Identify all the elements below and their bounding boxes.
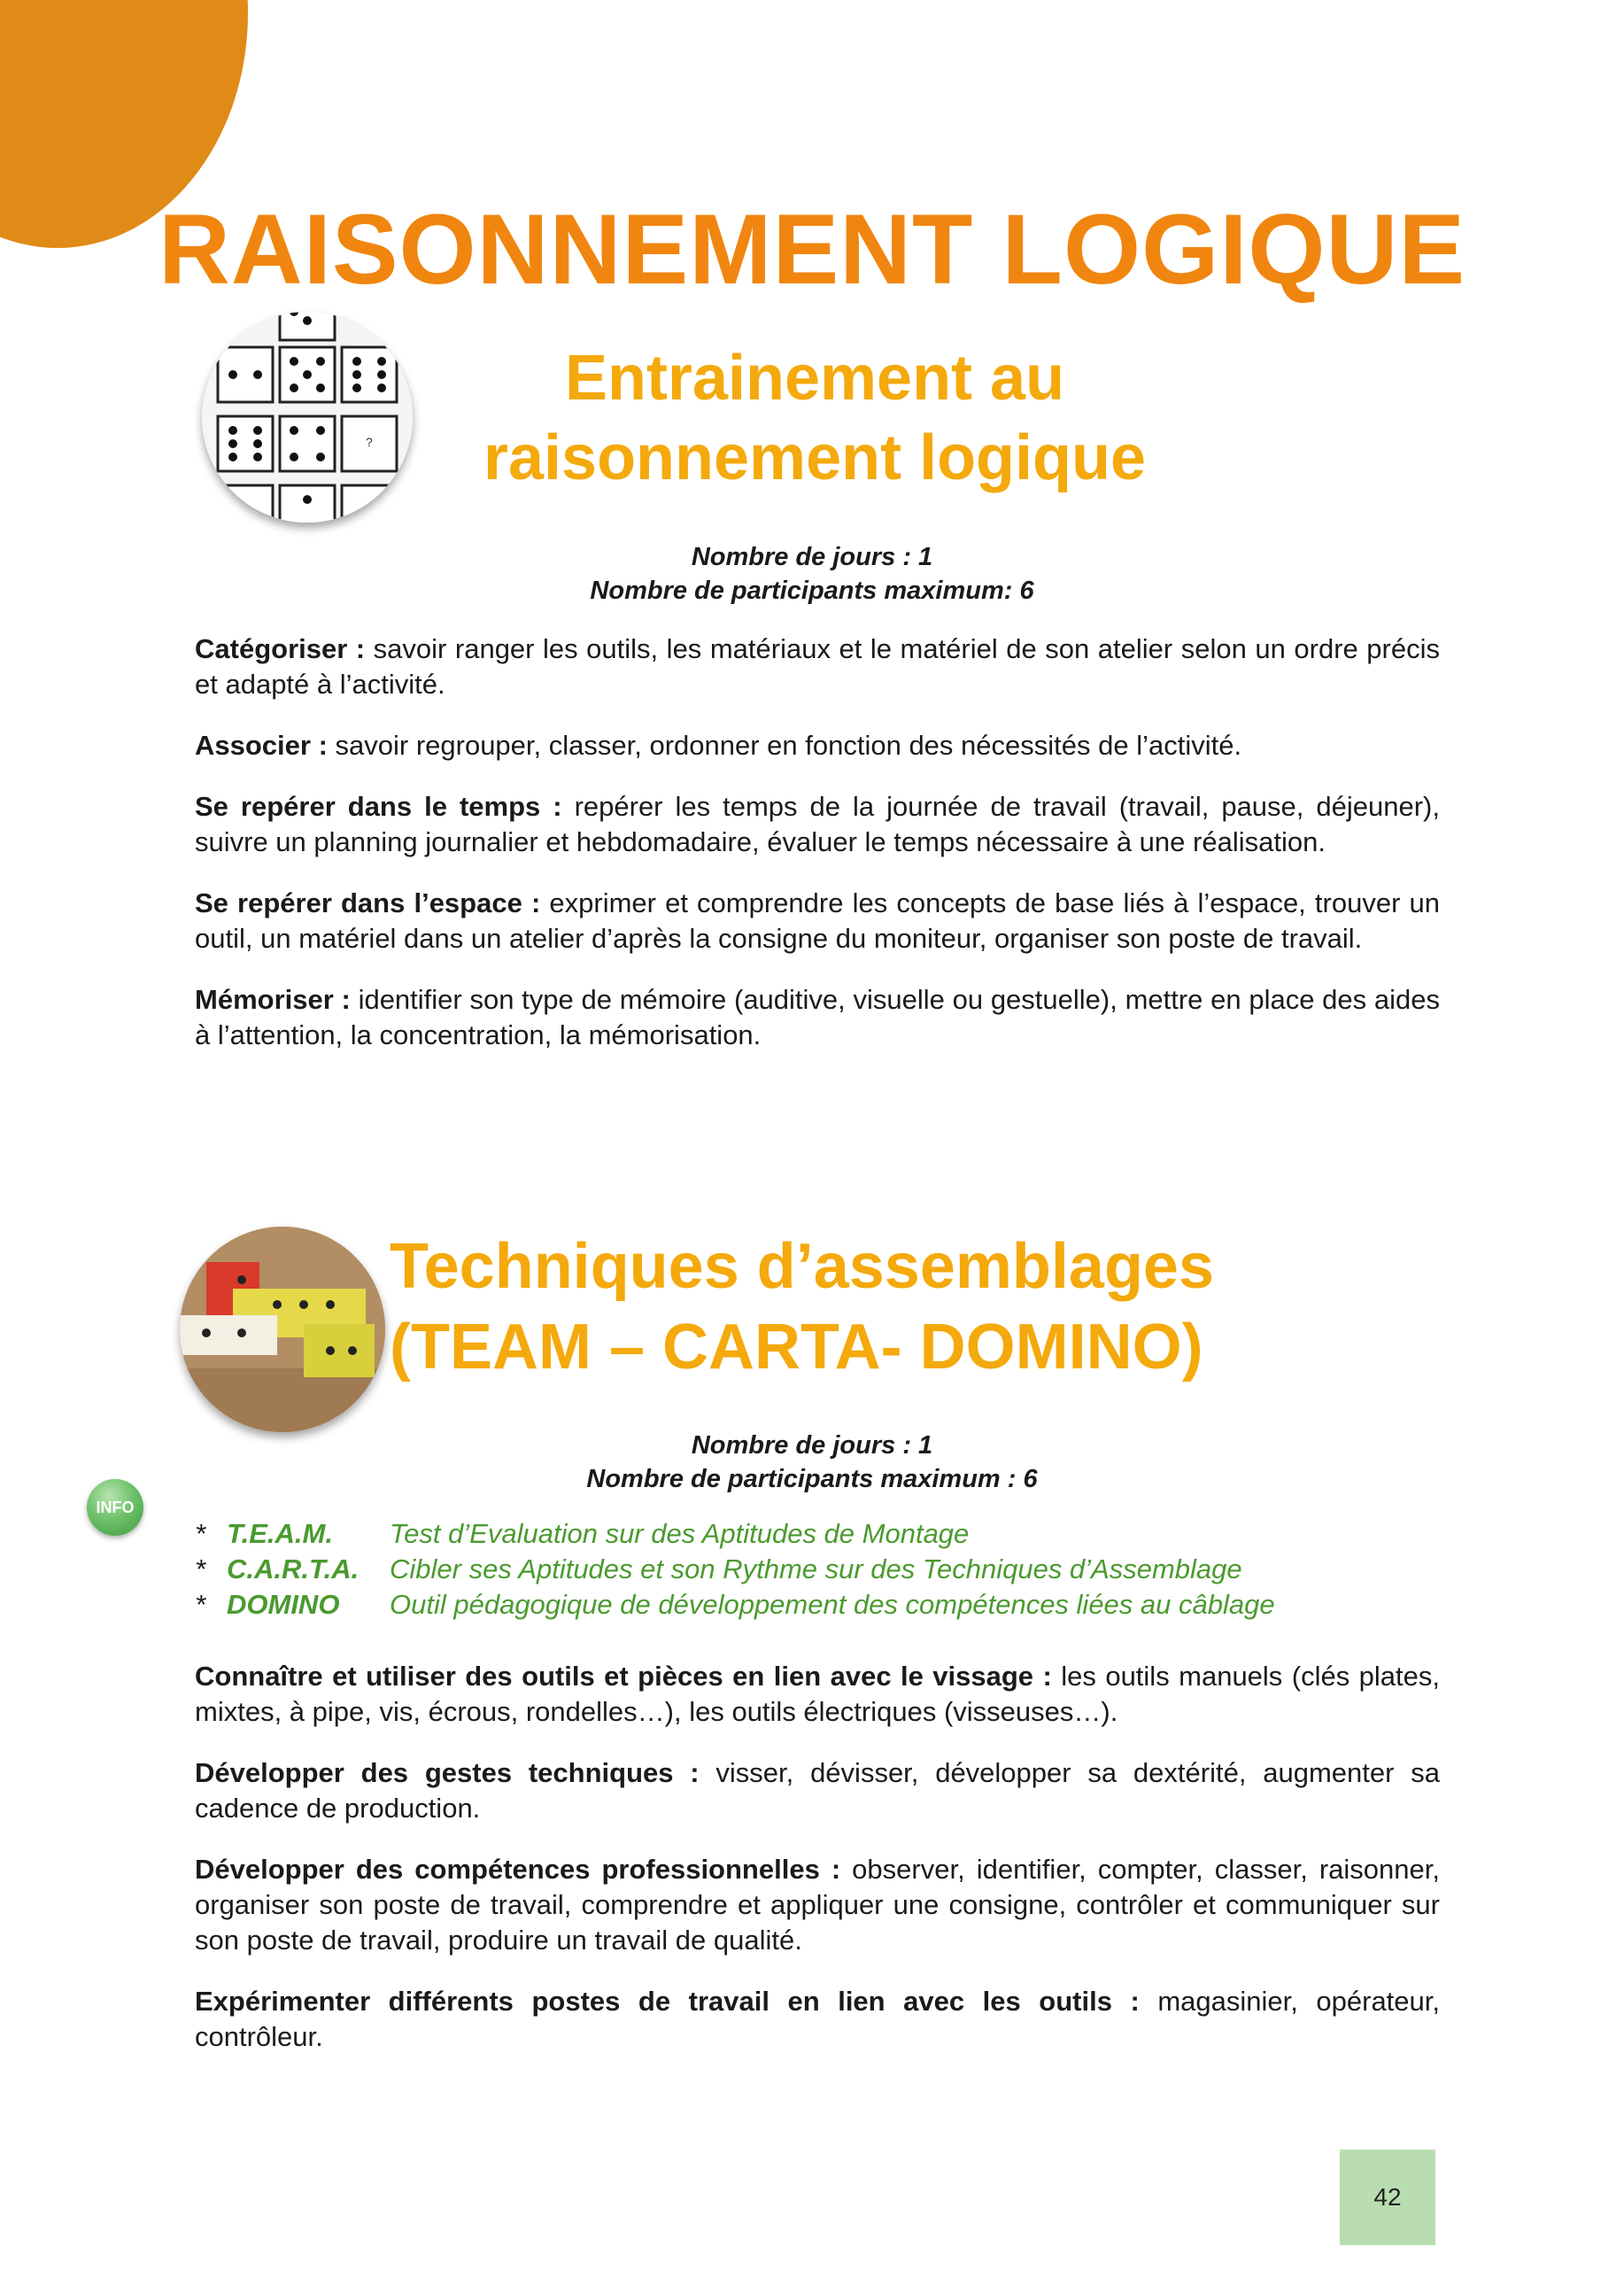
svg-text:?: ? [366, 435, 373, 449]
svg-text:?: ? [366, 504, 373, 518]
bullet-star: * [195, 1553, 206, 1584]
section1-days: Nombre de jours : 1 [691, 543, 933, 571]
paragraph-text: identifier son type de mémoire (auditive, visuelle ou gestuelle), mettre en place des aides à l’attention, la concentration, la mémorisation. [195, 984, 1440, 1050]
list-item [195, 1552, 1479, 1587]
section2-title [390, 1227, 1275, 1389]
bullet-star: * [195, 1518, 206, 1549]
paragraph-text: savoir ranger les outils, les matériaux et le matériel de son atelier selon un ordre précis et adapté à l’activité. [195, 633, 1440, 700]
section2-title-line1: Techniques d’assemblages [390, 1231, 1215, 1302]
bullet-star: * [195, 1589, 206, 1620]
paragraph-label: Mémoriser : [195, 984, 351, 1015]
paragraph-label: Catégoriser : [195, 633, 366, 664]
section1-title-line1: Entrainement au [564, 343, 1065, 414]
page-title: RAISONNEMENT LOGIQUE [158, 194, 1466, 305]
acronym-name: T.E.A.M. [227, 1518, 333, 1549]
paragraph-text: observer, identifier, compter, classer, raisonner, organiser son poste de travail, comprendre et appliquer une consigne, contrôler et communiquer sur son poste de travail, produire un travail de qualité. [195, 1854, 1440, 1956]
info-badge: INFO [87, 1479, 143, 1536]
paragraph-label: Développer des gestes techniques : [195, 1757, 700, 1788]
section1-participants: Nombre de participants maximum: 6 [590, 577, 1034, 605]
assembly-blocks-image [180, 1227, 385, 1432]
section1-paragraph [195, 982, 1440, 1053]
paragraph-text: savoir regrouper, classer, ordonner en fonction des nécessités de l’activité. [327, 730, 1242, 761]
paragraph-text: les outils manuels (clés plates, mixtes, à pipe, vis, écrous, rondelles…), les outils électriques (visseuses…). [195, 1661, 1440, 1727]
section1-paragraph [195, 886, 1440, 957]
section2-body [195, 1659, 1440, 2080]
paragraph-text: exprimer et comprendre les concepts de base liés à l’espace, trouver un outil, un matériel dans un atelier d’après la consigne du moniteur, organiser son poste de travail. [195, 887, 1440, 954]
section1-paragraph [195, 631, 1440, 702]
section1-title-line2: raisonnement logique [483, 422, 1147, 493]
page-number: 42 [1340, 2150, 1435, 2245]
list-item [195, 1587, 1479, 1623]
list-item [195, 1516, 1479, 1552]
section1-title [372, 338, 1257, 498]
acronym-name: C.A.R.T.A. [227, 1553, 360, 1584]
section2-meta [0, 1429, 1624, 1496]
section2-paragraph [195, 1659, 1440, 1730]
section2-paragraph [195, 1852, 1440, 1958]
acronym-description: Outil pédagogique de développement des compétences liées au câblage [390, 1589, 1275, 1620]
section2-participants: Nombre de participants maximum : 6 [586, 1465, 1038, 1493]
paragraph-text: magasinier, opérateur, contrôleur. [195, 1986, 1441, 2052]
section2-paragraph [195, 1984, 1440, 2055]
acronym-list [195, 1516, 1479, 1623]
paragraph-label: Se repérer dans l’espace : [195, 887, 541, 918]
paragraph-label: Connaître et utiliser des outils et pièces en lien avec le vissage : [195, 1661, 1052, 1692]
acronym-description: Test d’Evaluation sur des Aptitudes de Montage [390, 1518, 970, 1549]
acronym-name: DOMINO [227, 1589, 340, 1620]
paragraph-label: Se repérer dans le temps : [195, 791, 562, 822]
section1-paragraph [195, 728, 1440, 763]
paragraph-label: Expérimenter différents postes de travail en lien avec les outils : [195, 1986, 1140, 2017]
paragraph-label: Associer : [195, 730, 328, 761]
acronym-description: Cibler ses Aptitudes et son Rythme sur des Techniques d’Assemblage [390, 1553, 1242, 1584]
section2-title-line2: (TEAM – CARTA- DOMINO) [390, 1312, 1203, 1383]
paragraph-text: visser, dévisser, développer sa dextérité, augmenter sa cadence de production. [195, 1757, 1440, 1824]
assembly-blocks-icon [180, 1227, 385, 1432]
paragraph-text: repérer les temps de la journée de travail (travail, pause, déjeuner), suivre un planning journalier et hebdomadaire, évaluer le temps nécessaire à une réalisation. [195, 791, 1440, 857]
section1-body [195, 631, 1440, 1079]
paragraph-label: Développer des compétences professionnelles : [195, 1854, 841, 1885]
section2-days: Nombre de jours : 1 [691, 1431, 933, 1460]
section1-meta [0, 540, 1624, 608]
section1-paragraph [195, 789, 1440, 860]
section2-paragraph [195, 1755, 1440, 1826]
